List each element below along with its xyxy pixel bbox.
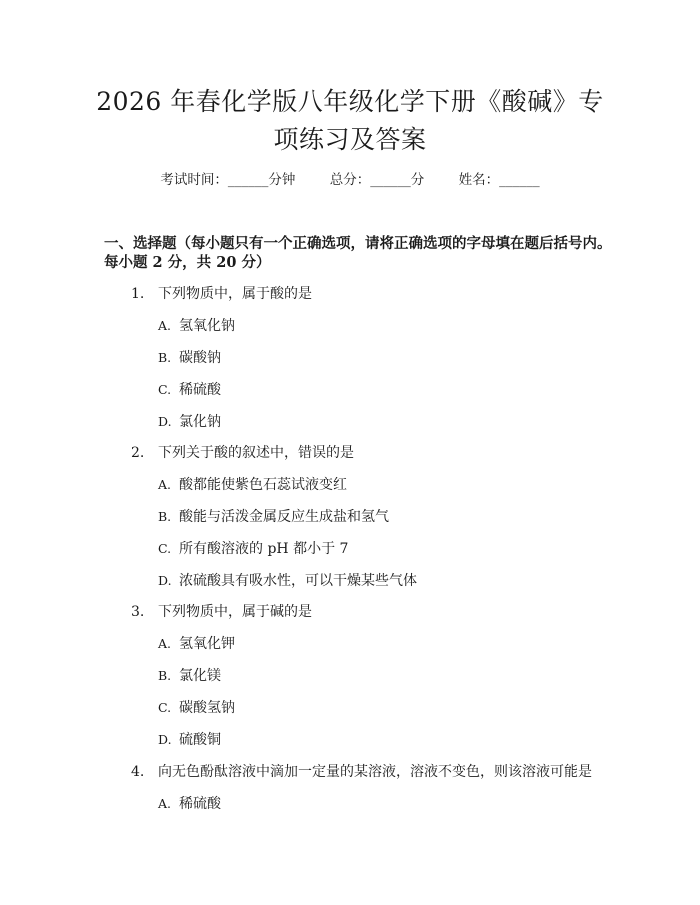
question-4-option-a	[158, 793, 221, 813]
question-2	[131, 442, 354, 462]
question-number: 4.	[131, 764, 145, 780]
option-text: 所有酸溶液的 pH 都小于 7	[179, 541, 349, 557]
question-2-option-b	[158, 506, 389, 526]
option-text: 浓硫酸具有吸水性，可以干燥某些气体	[179, 573, 417, 589]
question-3	[131, 601, 312, 621]
exam-meta-line	[0, 168, 700, 188]
option-text: 稀硫酸	[179, 796, 221, 812]
score-blank: ______	[370, 172, 411, 188]
time-label: 考试时间：	[160, 172, 228, 188]
document-title-line-2: 项练习及答案	[273, 125, 427, 154]
document-title-line-1: 2026 年春化学版八年级化学下册《酸碱》专	[96, 87, 604, 116]
section-heading-line-2: 每小题 2 分，共 20 分）	[104, 254, 271, 271]
option-letter: C.	[158, 541, 172, 556]
option-text: 碳酸氢钠	[179, 700, 235, 716]
question-text: 下列物质中，属于酸的是	[158, 286, 312, 302]
question-text: 下列物质中，属于碱的是	[158, 604, 312, 620]
name-blank: ______	[499, 172, 540, 188]
option-letter: B.	[158, 350, 172, 365]
question-1-option-b	[158, 347, 221, 367]
section-heading-line-1: 一、选择题（每小题只有一个正确选项，请将正确选项的字母填在题后括号内。	[104, 235, 612, 252]
option-text: 硫酸铜	[179, 732, 221, 748]
name-label: 姓名：	[458, 172, 500, 188]
option-text: 酸能与活泼金属反应生成盐和氢气	[179, 509, 389, 525]
option-text: 酸都能使紫色石蕊试液变红	[179, 477, 347, 493]
question-2-option-c	[158, 538, 348, 558]
time-blank: ______	[227, 172, 269, 188]
question-number: 3.	[131, 604, 145, 620]
option-letter: D.	[158, 732, 172, 747]
question-text: 下列关于酸的叙述中，错误的是	[158, 445, 354, 461]
question-number: 2.	[131, 445, 145, 461]
question-1-option-a	[158, 315, 235, 335]
option-letter: A.	[158, 796, 172, 811]
option-text: 氯化镁	[179, 668, 221, 684]
question-3-option-a	[158, 633, 235, 653]
option-letter: B.	[158, 509, 172, 524]
option-letter: D.	[158, 414, 172, 429]
question-number: 1.	[131, 286, 145, 302]
question-2-option-a	[158, 474, 347, 494]
option-text: 氯化钠	[179, 414, 221, 430]
question-1	[131, 283, 312, 303]
option-letter: A.	[158, 318, 172, 333]
option-text: 氢氧化钾	[179, 636, 235, 652]
option-text: 氢氧化钠	[179, 318, 235, 334]
question-3-option-d	[158, 729, 221, 749]
option-letter: C.	[158, 700, 172, 715]
option-letter: A.	[158, 636, 172, 651]
score-label: 总分：	[329, 172, 371, 188]
question-3-option-c	[158, 697, 235, 717]
score-unit: 分	[410, 172, 425, 188]
option-letter: B.	[158, 668, 172, 683]
option-text: 稀硫酸	[179, 382, 221, 398]
question-2-option-d	[158, 570, 417, 590]
question-4	[131, 761, 592, 781]
option-letter: A.	[158, 477, 172, 492]
option-letter: D.	[158, 573, 172, 588]
option-text: 碳酸钠	[179, 350, 221, 366]
option-letter: C.	[158, 382, 172, 397]
question-1-option-c	[158, 379, 221, 399]
time-unit: 分钟	[268, 172, 296, 188]
question-text: 向无色酚酞溶液中滴加一定量的某溶液，溶液不变色，则该溶液可能是	[158, 764, 592, 780]
question-3-option-b	[158, 665, 221, 685]
question-1-option-d	[158, 411, 221, 431]
